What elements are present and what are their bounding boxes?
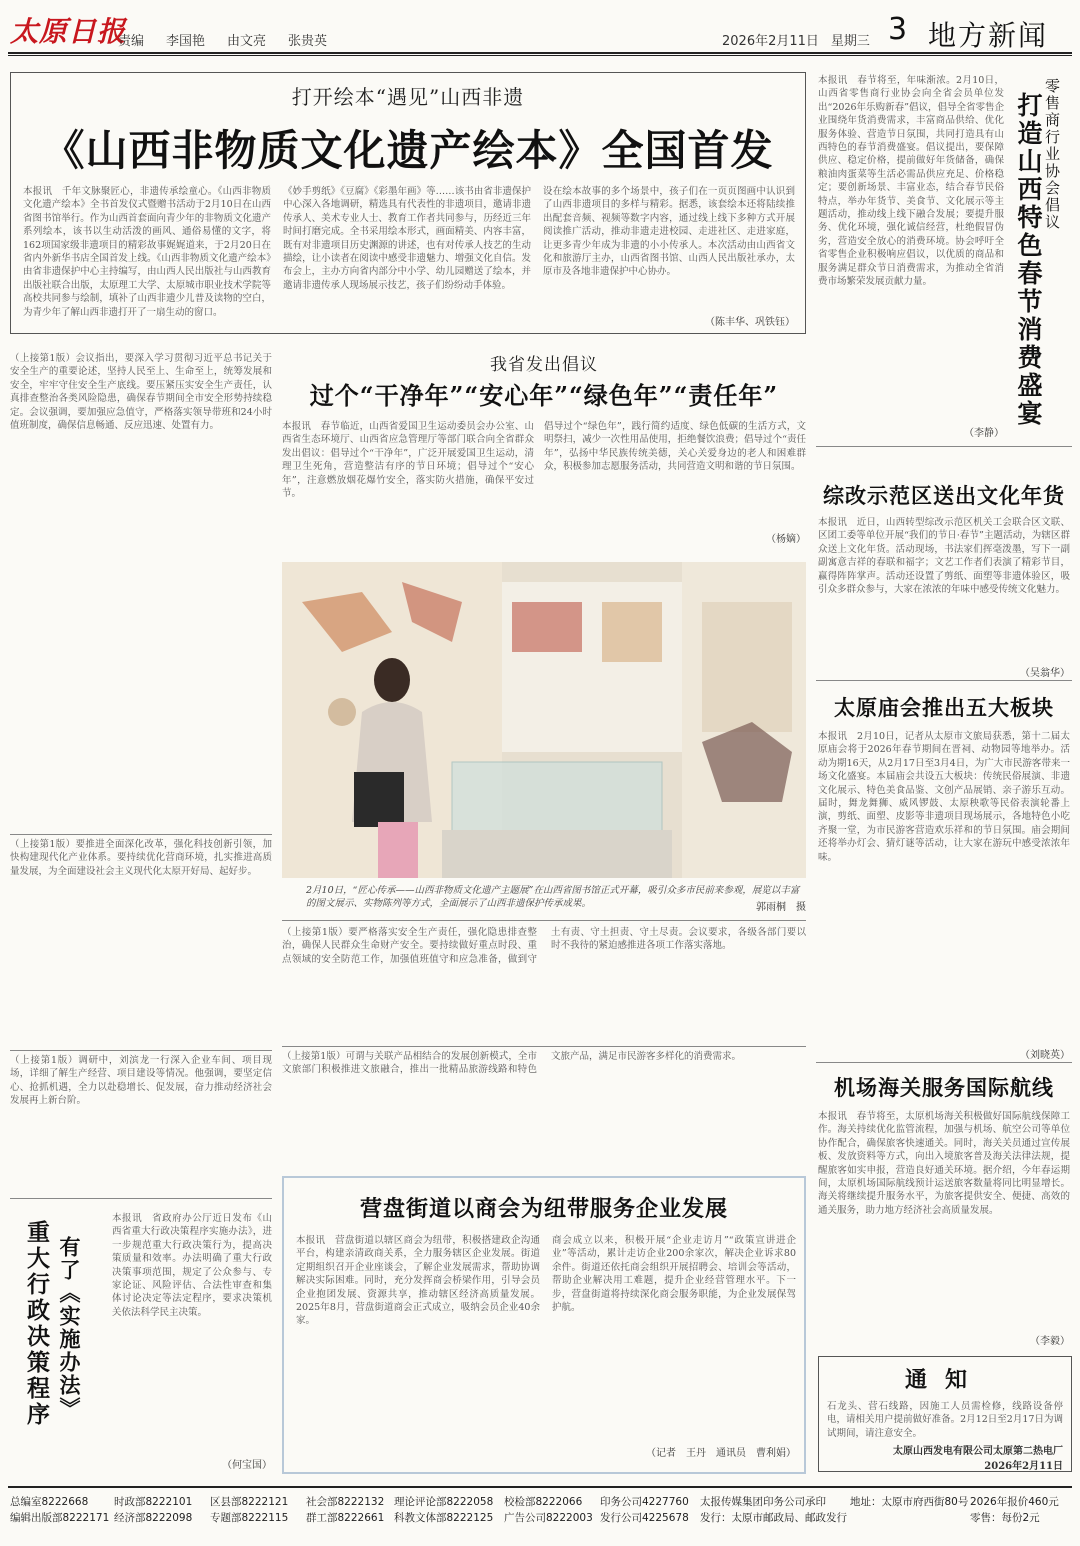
right-divider [816,446,1072,447]
temple-fair-headline[interactable]: 太原庙会推出五大板块 [834,695,1054,720]
customs-headline[interactable]: 机场海关服务国际航线 [834,1075,1054,1100]
section-title: 地方新闻 [928,19,1049,52]
featured-body-col1: 本报讯 营盘街道以辖区商会为纽带，积极搭建政企沟通平台，构建亲清政商关系，全力服务辖区企业发展。街道定期组织召开企业座谈会，了解企业发展需求，帮助协调解决实际困难。同时，充分发挥商会桥梁作用，引导会员企业抱团发展、资源共享，推动辖区经济高质量发展。2025年8月，营盘街道商会正式成立，吸纳会员企业40余家。 [296,1235,540,1327]
issue-date [722,30,882,49]
footer-cell: 印务公司4227760 发行公司4225678 [600,1496,689,1524]
decision-kicker: 有了《实施办法》 [57,1236,82,1420]
zonggai-signature: （吴翁华） [1020,668,1070,679]
page-number: 3 [888,12,908,47]
footer-cell: 理论评论部8222058 科教文体部8222125 [394,1496,494,1524]
footer-cell: 2026年报价460元 零售：每份2元 [970,1496,1059,1524]
photo-credit: 郭雨桐 摄 [756,902,806,913]
appeal-signature: （杨嫡） [766,534,806,545]
lead-story[interactable] [10,72,806,334]
notice-body: 石龙头、营石线路，因施工人员需检修，线路设备停电，请相关用户提前做好准备。2月12日至2月17日为调试期间，请注意安全。 [827,1401,1063,1439]
appeal-body-col2: 倡导过个“绿色年”，践行简约适度、绿色低碳的生活方式，文明祭扫，减少一次性用品使用，拒绝餐饮浪费；倡导过个“责任年”，弘扬中华民族传统美德，关心关爱身边的老人和困难群众，积极参加志愿服务活动，共同营造文明和谐的节日氛围。 [544,421,806,473]
editor-credits [118,30,349,49]
lead-body-col2: 《妙手剪纸》《豆腐》《彩墨年画》等……该书由省非遗保护中心深入各地调研，精选具有代表性的非遗项目，邀请非遗传承人、美术专业人士、教育工作者共同参与，历经近三年时间打磨完成。全书采用绘本形式，画面精美、内容丰富，既有对非遗项目历史渊源的讲述，也有对传承人技艺的生动描绘，让小读者在阅读中感受非遗魅力、增强文化自信。发布会上，主办方向省内部分中小学、幼儿园赠送了绘本，并邀请非遗传承人现场展示技艺，孩子们纷纷动手体验。 [283,186,531,291]
footer-cell: 社会部8222132 群工部8222661 [306,1496,385,1524]
footer-cell: 校检部8222066 广告公司8222003 [504,1496,593,1524]
decision-signature: （何宝国） [222,1460,272,1471]
retail-kicker: 零售商行业协会倡议 [1043,78,1061,231]
footer-cell: 地址：太原市府西街80号 [850,1496,969,1508]
photo-caption: 2月10日，“匠心传承——山西非物质文化遗产主题展”在山西省图书馆正式开幕，吸引众多市民前来参观，展览以丰富的图文展示、实物陈列等方式，全面展示了山西非遗保护传承成果。 [306,885,800,909]
lead-kicker: 打开绘本“遇见”山西非遗 [291,85,525,109]
footer-rule [8,1486,1072,1488]
temple-fair-signature: （刘晓英） [1020,1050,1070,1061]
center-divider [282,920,806,921]
masthead-rule-thin [8,55,1072,56]
left-cont-3: （上接第1版）调研中，刘滨龙一行深入企业车间、项目现场，详细了解生产经营、项目建设等情况。他强调，要坚定信心、抢抓机遇，全力以赴稳增长、促发展，奋力推动经济社会发展再上新台阶。 [10,1055,272,1107]
newspaper-logo: 太原日报 [10,15,127,48]
right-divider [816,1062,1072,1063]
lead-headline[interactable]: 《山西非物质文化遗产绘本》全国首发 [42,126,774,175]
featured-signature: （记者 王丹 通讯员 曹利娟） [646,1448,796,1459]
notice-date: 2026年2月11日 [984,1461,1063,1472]
customs-body: 本报讯 春节将至，太原机场海关积极做好国际航线保障工作。海关持续优化监管流程，加强与机场、航空公司等单位协作配合，确保旅客快速通关。同时，海关关员通过宣传展板、发放资料等方式，向出入境旅客普及海关法律法规，提醒旅客如实申报，营造良好通关环境。据介绍，今年春运期间，太原机场国际航线预计运送旅客数量将同比明显增长。海关将继续提升服务水平，为旅客提供安全、便捷、高效的通关服务，助力地方经济社会高质量发展。 [818,1111,1070,1216]
left-divider [10,834,272,835]
exhibition-photo-illustration [282,562,806,878]
lead-body-col1: 本报讯 千年文脉聚匠心，非遗传承绘童心。《山西非物质文化遗产绘本》全书首发仪式暨赠书活动于2月10日在山西省图书馆举行。作为山西首套面向青少年的非物质文化遗产系列绘本，该书以生动活泼的画风、通俗易懂的文字，将162项国家级非遗项目的精彩故事娓娓道来，于2月20日在省内外新华书店全国首发上线。《山西非物质文化遗产绘本》由省非遗保护中心主持编写，由山西人民出版社与山西教育出版社联合出版，太原理工大学、太原城市职业技术学院等高校共同参与绘制，填补了山西非遗少儿普及读物的空白，为青少年了解山西非遗打开了一扇生动的窗口。 [23,186,271,318]
exhibition-photo [282,562,806,878]
notice-box [818,1356,1072,1472]
lead-body-col3: 设在绘本故事的多个场景中，孩子们在一页页图画中认识到了山西非遗项目的多样与精彩。据悉，该套绘本还将陆续推出配套音频、视频等数字内容，通过线上线下多种方式开展阅读推广活动，推动非遗走进校园、走进社区、走进家庭，让更多青少年成为非遗的小小传承人。本次活动由山西省文化和旅游厅主办，山西省图书馆、山西人民出版社承办，太原市及各地非遗保护中心协办。 [543,186,795,278]
appeal-body-col1: 本报讯 春节临近，山西省爱国卫生运动委员会办公室、山西省生态环境厅、山西省应急管理厅等部门联合向全省群众发出倡议：倡导过个“干净年”，广泛开展爱国卫生运动，清理卫生死角，营造整洁有序的节日环境；倡导过个“安心年”，注意燃放烟花爆竹安全，落实防火措施，确保平安过节。 [282,421,534,500]
left-divider [10,1198,272,1199]
decision-body: 本报讯 省政府办公厅近日发布《山西省重大行政决策程序实施办法》，进一步规范重大行政决策行为，提高决策质量和效率。办法明确了重大行政决策事项范围，规定了公众参与、专家论证、风险评估、合法性审查和集体讨论决定等法定程序，要求决策机关依法科学民主决策。 [112,1213,272,1318]
notice-title: 通知 [904,1367,985,1393]
zonggai-headline[interactable]: 综改示范区送出文化年货 [823,483,1065,508]
customs-signature: （李毅） [1030,1336,1070,1347]
editor-label: 责编 [118,34,145,49]
featured-body-col2: 商会成立以来，积极开展“企业走访月”“政策宣讲进企业”等活动，累计走访企业200余家次，解决企业诉求80余件。街道还依托商会组织开展招聘会、培训会等活动，帮助企业解决用工难题，提升企业经营管理水平。下一步，营盘街道将持续深化商会服务职能，为企业发展保驾护航。 [552,1235,796,1314]
left-divider [10,1050,272,1051]
decision-headline[interactable]: 重大行政决策程序 [23,1220,50,1428]
left-cont-2: （上接第1版）要推进全面深化改革，强化科技创新引领，加快构建现代化产业体系。要持续优化营商环境，扎实推进高质量发展，为全面建设社会主义现代化太原开好局、起好步。 [10,839,272,877]
editor-name: 由文亮 [227,34,267,49]
editor-name: 李国艳 [166,34,206,49]
zonggai-body: 本报讯 近日，山西转型综改示范区机关工会联合区文联、区团工委等单位开展“我们的节日·春节”主题活动，为辖区群众送上文化年货。活动现场，书法家们挥毫泼墨，写下一副副寓意吉祥的春联和福字；文艺工作者们表演了精彩节目，赢得阵阵掌声。活动还设置了剪纸、面塑等非遗体验区，吸引众多群众参与，大家在浓浓的年味中感受传统文化魅力。 [818,517,1070,596]
lead-signature: （陈丰华、巩铁钰） [705,317,795,328]
weekday-text: 星期三 [830,34,870,49]
right-divider [816,680,1072,681]
featured-headline[interactable]: 营盘街道以商会为纽带服务企业发展 [359,1196,728,1222]
footer-cell: 总编室8222668 编辑出版部8222171 [10,1496,110,1524]
appeal-headline[interactable]: 过个“干净年”“安心年”“绿色年”“责任年” [309,381,779,410]
footer-cell: 区县部8222121 专题部8222115 [210,1496,289,1524]
center-cont-2: （上接第1版）可谓与关联产品相结合的发展创新模式，全市文旅部门积极推进文旅融合，推出一批精品旅游线路和特色文旅产品，满足市民游客多样化的消费需求。 [282,1051,742,1076]
center-cont-1: （上接第1版）要严格落实安全生产责任，强化隐患排查整治，确保人民群众生命财产安全。要持续做好重点时段、重点领域的安全防范工作，加强值班值守和应急准备，做到守土有责、守土担责、守土尽责。会议要求，各级各部门要以时不我待的紧迫感推进各项工作落实落地。 [282,927,806,965]
featured-story[interactable] [282,1176,806,1474]
center-divider [282,1046,806,1047]
left-cont-1: （上接第1版）会议指出，要深入学习贯彻习近平总书记关于安全生产的重要论述，坚持人民至上、生命至上，统筹发展和安全，牢牢守住安全生产底线。要压紧压实安全生产责任，认真排查整治各类风险隐患，确保春节期间全市安全形势持续稳定。会议强调，要加强应急值守，严格落实领导带班和24小时值班制度，确保信息畅通、反应迅速、处置有力。 [10,353,272,432]
retail-signature: （李静） [964,428,1004,439]
retail-body: 本报讯 春节将至，年味渐浓。2月10日，山西省零售商行业协会向全省会员单位发出“2026年乐购新春”倡议，倡导全省零售企业围绕年货消费需求，丰富商品供给、优化服务体验、营造节日氛围，共同打造具有山西特色的春节消费盛宴。倡议提出，要保障供应、稳定价格，提前做好年货储备，确保粮油肉蛋菜等生活必需品供应充足、价格稳定；要创新场景、丰富业态，结合春节民俗特点，举办年货节、美食节、文化展示等主题活动，推动线上线下融合发展；要提升服务、优化环境，强化诚信经营，杜绝假冒伪劣，营造安全放心的消费环境。协会呼吁全省零售企业积极响应倡议，以优质的商品和服务满足群众节日消费需求，为推动全省消费市场繁荣发展贡献力量。 [818,75,1004,288]
retail-headline[interactable]: 打造山西特色春节消费盛宴 [1014,92,1043,428]
notice-org: 太原山西发电有限公司太原第二热电厂 [893,1446,1063,1457]
masthead-rule [8,52,1072,54]
appeal-kicker: 我省发出倡议 [490,355,598,375]
footer-cell: 太报传媒集团印务公司承印 发行：太原市邮政局、邮政发行 [700,1496,847,1524]
date-text: 2026年2月11日 [722,34,819,49]
editor-name: 张贵英 [288,34,328,49]
temple-fair-body: 本报讯 2月10日，记者从太原市文旅局获悉，第十二届太原庙会将于2026年春节期间在晋祠、动物园等地举办。活动为期16天，从2月17日至3月4日，为广大市民游客带来一场文化盛宴。本届庙会共设五大板块：传统民俗展演、非遗文化展示、特色美食品鉴、文创产品展销、亲子游乐互动。届时，舞龙舞狮、威风锣鼓、太原秧歌等民俗表演轮番上演，剪纸、面塑、皮影等非遗项目现场展示，各地特色小吃齐聚一堂，为市民游客营造欢乐祥和的节日氛围。庙会期间还将举办灯会、猜灯谜等活动，让大家在游玩中感受浓浓年味。 [818,731,1070,863]
footer-cell: 时政部8222101 经济部8222098 [114,1496,193,1524]
footer-contacts [10,1494,1072,1538]
